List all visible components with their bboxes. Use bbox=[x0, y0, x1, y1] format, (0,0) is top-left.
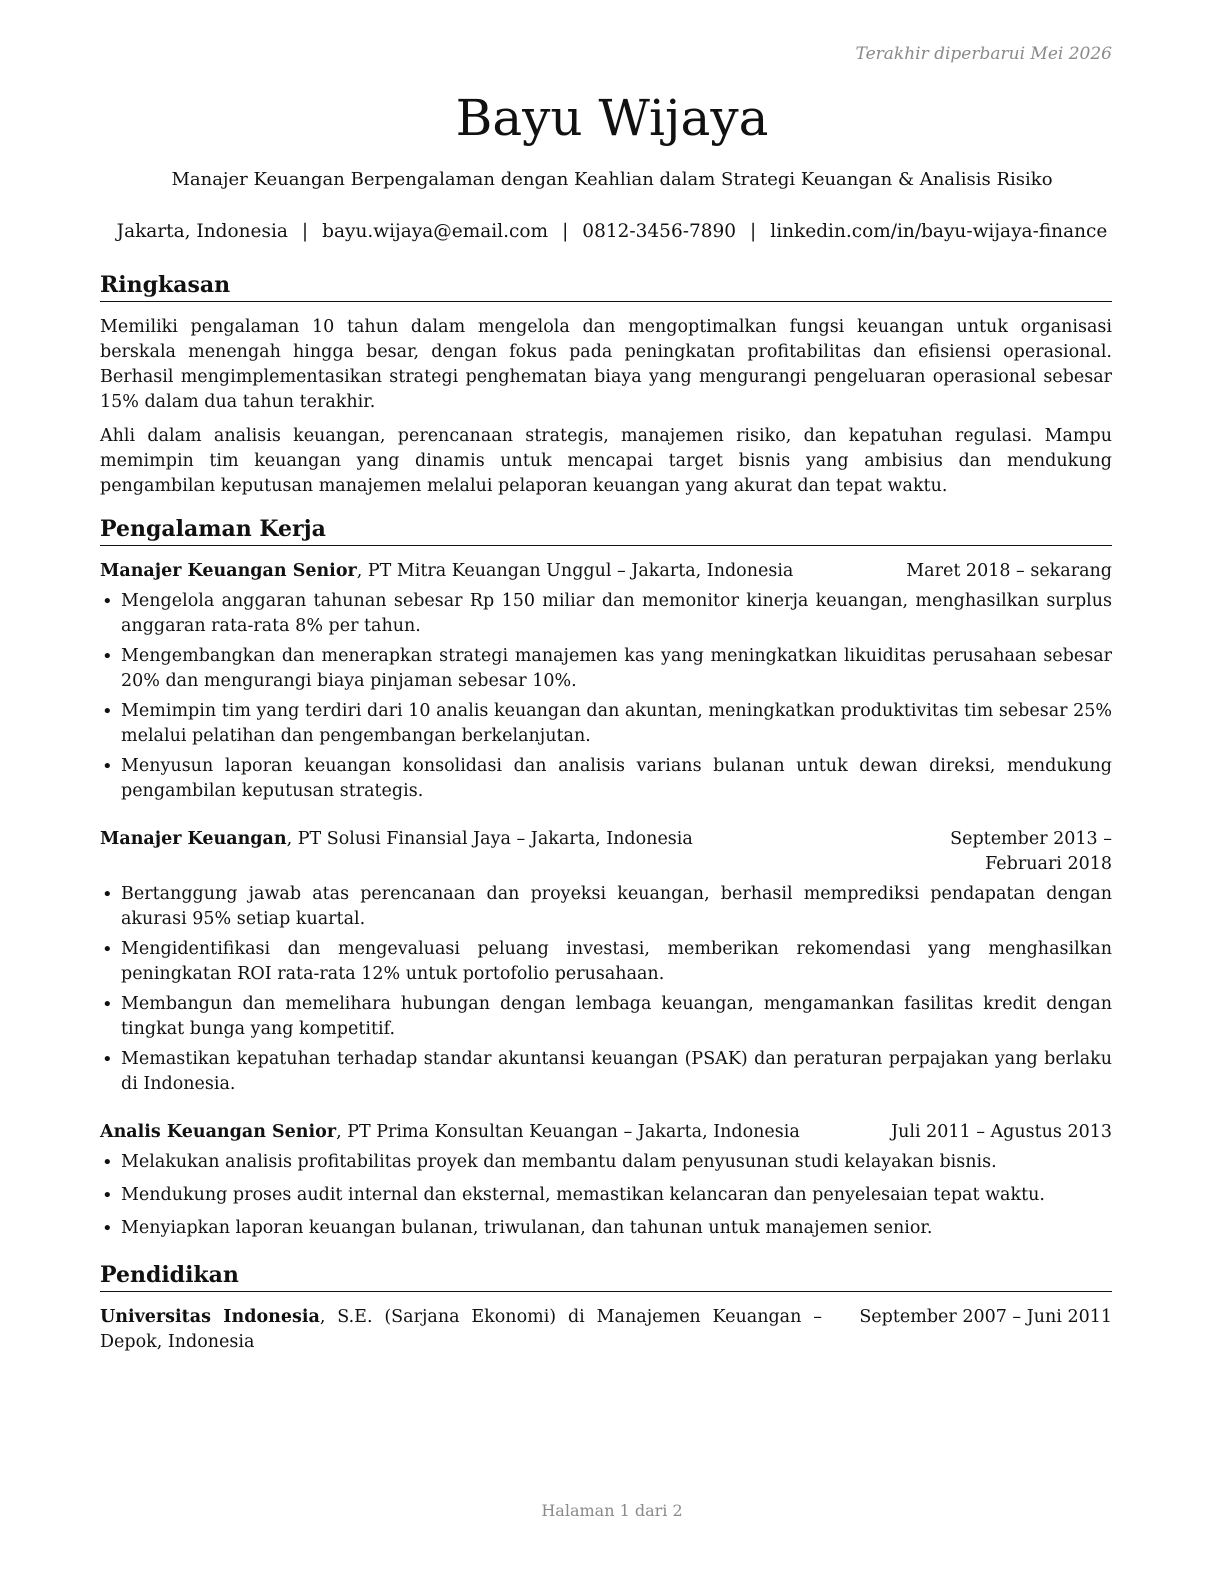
job-organization: , PT Mitra Keuangan Unggul – Jakarta, Indonesia bbox=[356, 561, 794, 581]
job-dates: September 2013 – Februari 2018 bbox=[950, 829, 1112, 874]
job-entry bbox=[100, 559, 1112, 804]
list-item: • Bertanggung jawab atas perencanaan dan proyeksi keuangan, berhasil memprediksi pendapatan dengan akurasi 95% setiap kuartal. bbox=[100, 882, 1112, 932]
job-entry bbox=[100, 1120, 1112, 1241]
summary-paragraph: Ahli dalam analisis keuangan, perencanaan strategis, manajemen risiko, dan kepatuhan regulasi. Mampu memimpin tim keuangan yang dinamis untuk mencapai target bisnis yang ambisius dan mendukung pengambilan keputusan manajemen melalui pelaporan keuangan yang akurat dan tepat waktu. bbox=[100, 426, 1112, 496]
job-organization: , PT Prima Konsultan Keuangan – Jakarta, Indonesia bbox=[336, 1122, 800, 1142]
list-item: • Mengelola anggaran tahunan sebesar Rp 150 miliar dan memonitor kinerja keuangan, menghasilkan surplus anggaran rata-rata 8% per tahun. bbox=[100, 589, 1112, 639]
job-entry bbox=[100, 827, 1112, 1097]
job-bullets bbox=[100, 882, 1112, 1097]
list-item: • Mendukung proses audit internal dan eksternal, memastikan kelancaran dan penyelesaian tepat waktu. bbox=[100, 1183, 1112, 1208]
list-item: • Mengidentifikasi dan mengevaluasi peluang investasi, memberikan rekomendasi yang menghasilkan peningkatan ROI rata-rata 12% untuk portofolio perusahaan. bbox=[100, 937, 1112, 987]
job-organization: , PT Solusi Finansial Jaya – Jakarta, Indonesia bbox=[286, 829, 693, 849]
list-item: • Membangun dan memelihara hubungan dengan lembaga keuangan, mengamankan fasilitas kredit dengan tingkat bunga yang kompetitif. bbox=[100, 992, 1112, 1042]
contact-phone: 0812-3456-7890 bbox=[582, 221, 737, 242]
job-header bbox=[100, 827, 1112, 877]
job-dates: Maret 2018 – sekarang bbox=[906, 561, 1112, 581]
summary-paragraph: Memiliki pengalaman 10 tahun dalam mengelola dan mengoptimalkan fungsi keuangan untuk organisasi berskala menengah hingga besar, dengan fokus pada peningkatan profitabilitas dan efisiensi operasional. Berhasil mengimplementasikan strategi penghematan biaya yang mengurangi pengeluaran operasional sebesar 15% dalam dua tahun terakhir. bbox=[100, 317, 1112, 412]
contact-line bbox=[0, 219, 1224, 244]
list-item: • Menyusun laporan keuangan konsolidasi dan analisis varians bulanan untuk dewan direksi, mendukung pengambilan keputusan strategis. bbox=[100, 754, 1112, 804]
list-item: • Memastikan kepatuhan terhadap standar akuntansi keuangan (PSAK) dan peraturan perpajakan yang berlaku di Indonesia. bbox=[100, 1047, 1112, 1097]
section-heading-experience: Pengalaman Kerja bbox=[100, 514, 1112, 546]
education-dates: September 2007 – Juni 2011 bbox=[859, 1307, 1112, 1327]
job-title: Manajer Keuangan Senior bbox=[100, 561, 357, 581]
list-item: • Memimpin tim yang terdiri dari 10 analis keuangan dan akuntan, meningkatkan produktivitas tim sebesar 25% melalui pelatihan dan pengembangan berkelanjutan. bbox=[100, 699, 1112, 749]
job-title: Manajer Keuangan bbox=[100, 829, 287, 849]
section-heading-summary: Ringkasan bbox=[100, 270, 1112, 302]
education-section bbox=[100, 1260, 1112, 1355]
job-header bbox=[100, 559, 1112, 584]
education-school: Universitas Indonesia bbox=[100, 1307, 320, 1327]
list-item: • Mengembangkan dan menerapkan strategi manajemen kas yang meningkatkan likuiditas perusahaan sebesar 20% dan mengurangi biaya pinjaman sebesar 10%. bbox=[100, 644, 1112, 694]
summary-section bbox=[100, 270, 1112, 499]
last-updated-note: Terakhir diperbarui Mei 2026 bbox=[855, 44, 1112, 64]
candidate-name: Bayu Wijaya bbox=[455, 89, 769, 147]
job-dates: Juli 2011 – Agustus 2013 bbox=[891, 1122, 1112, 1142]
contact-separator: | bbox=[750, 221, 757, 242]
contact-email[interactable]: bayu.wijaya@email.com bbox=[322, 221, 549, 242]
tagline: Manajer Keuangan Berpengalaman dengan Keahlian dalam Strategi Keuangan & Analisis Risiko bbox=[171, 169, 1053, 190]
section-heading-education: Pendidikan bbox=[100, 1260, 1112, 1292]
job-bullets bbox=[100, 1150, 1112, 1241]
contact-location: Jakarta, Indonesia bbox=[116, 221, 288, 242]
list-item: • Menyiapkan laporan keuangan bulanan, triwulanan, dan tahunan untuk manajemen senior. bbox=[100, 1216, 1112, 1241]
contact-linkedin[interactable]: linkedin.com/in/bayu-wijaya-finance bbox=[770, 221, 1108, 242]
education-entry bbox=[100, 1305, 1112, 1355]
contact-separator: | bbox=[562, 221, 569, 242]
experience-section bbox=[100, 514, 1112, 1241]
education-degree: , S.E. (Sarjana Ekonomi) di Manajemen Keuangan – Depok, Indonesia bbox=[100, 1307, 822, 1352]
page-number: Halaman 1 dari 2 bbox=[541, 1501, 683, 1520]
job-bullets bbox=[100, 589, 1112, 804]
list-item: • Melakukan analisis profitabilitas proyek dan membantu dalam penyusunan studi kelayakan bisnis. bbox=[100, 1150, 1112, 1175]
job-title: Analis Keuangan Senior bbox=[100, 1122, 337, 1142]
contact-separator: | bbox=[301, 221, 309, 242]
job-header bbox=[100, 1120, 1112, 1145]
